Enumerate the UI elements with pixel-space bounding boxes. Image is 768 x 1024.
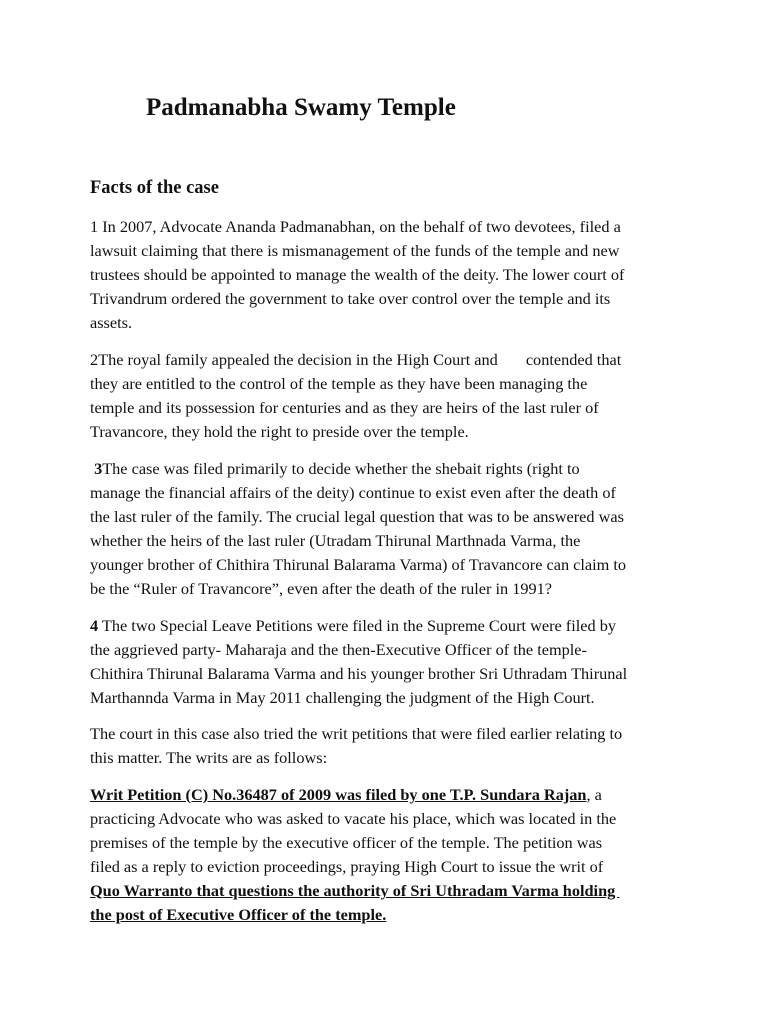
paragraph-3-text: The case was filed primarily to decide whether the shebait rights (right to [102, 459, 580, 478]
paragraph-6-emphasis-line: Quo Warranto that questions the authority of Sri Uthradam Varma holding [90, 881, 620, 900]
paragraph-4-number: 4 [90, 616, 99, 635]
paragraph-5-line: this matter. The writs are as follows: [90, 748, 328, 767]
paragraph-3-number: 3 [94, 459, 103, 478]
paragraph-2-line: Travancore, they hold the right to preside over the temple. [90, 422, 469, 441]
paragraph-4-line: Chithira Thirunal Balarama Varma and his younger brother Sri Uthradam Thirunal [90, 664, 628, 683]
paragraph-6-line: premises of the temple by the executive officer of the temple. The petition was [90, 833, 603, 852]
paragraph-2-text-b: contended that [525, 350, 622, 369]
paragraph-4-first-line [90, 614, 680, 638]
paragraph-3-line: manage the financial affairs of the deity) continue to exist even after the death of [90, 483, 616, 502]
paragraph-6-first-line [90, 783, 680, 807]
paragraph-3-first-line [90, 457, 680, 481]
paragraph-2-first-line [90, 348, 680, 372]
paragraph-3-line: the last ruler of the family. The crucial legal question that was to be answered was [90, 507, 624, 526]
paragraph-2 [90, 348, 680, 444]
paragraph-1-line: 1 In 2007, Advocate Ananda Padmanabhan, on the behalf of two devotees, filed a [90, 217, 621, 236]
paragraph-3-line: whether the heirs of the last ruler (Utradam Thirunal Marthnada Varma, the [90, 531, 581, 550]
paragraph-1-line: trustees should be appointed to manage the wealth of the deity. The lower court of [90, 265, 625, 284]
document-title: Padmanabha Swamy Temple [146, 94, 456, 121]
paragraph-5-line: The court in this case also tried the writ petitions that were filed earlier relating to [90, 724, 623, 743]
paragraph-6-line: filed as a reply to eviction proceedings, praying High Court to issue the writ of [90, 857, 604, 876]
paragraph-2-line: they are entitled to the control of the temple as they have been managing the [90, 374, 588, 393]
paragraph-1-line: assets. [90, 313, 133, 332]
paragraph-3-line: be the “Ruler of Travancore”, even after the death of the ruler in 1991? [90, 579, 553, 598]
paragraph-6-text: , a [586, 785, 602, 804]
paragraph-1-line: lawsuit claiming that there is mismanagement of the funds of the temple and new [90, 241, 620, 260]
paragraph-6-line: practicing Advocate who was asked to vacate his place, which was located in the [90, 809, 617, 828]
paragraph-3-line: younger brother of Chithira Thirunal Balarama Varma) of Travancore can claim to [90, 555, 627, 574]
paragraph-3 [90, 457, 680, 601]
paragraph-6-emphasis-line: the post of Executive Officer of the temple. [90, 905, 387, 924]
paragraph-1 [90, 215, 680, 335]
paragraph-2-line: temple and its possession for centuries and as they are heirs of the last ruler of [90, 398, 599, 417]
paragraph-4 [90, 614, 680, 710]
paragraph-4-text: The two Special Leave Petitions were filed in the Supreme Court were filed by [98, 616, 616, 635]
paragraph-6 [90, 783, 680, 927]
paragraph-4-line: Marthannda Varma in May 2011 challenging the judgment of the High Court. [90, 688, 595, 707]
paragraph-2-text-a: 2The royal family appealed the decision in the High Court and [90, 350, 498, 369]
paragraph-4-line: the aggrieved party- Maharaja and the then-Executive Officer of the temple- [90, 640, 587, 659]
writ-petition-title: Writ Petition (C) No.36487 of 2009 was filed by one T.P. Sundara Rajan [90, 785, 587, 804]
paragraph-5 [90, 722, 680, 770]
paragraph-1-line: Trivandrum ordered the government to take over control over the temple and its [90, 289, 611, 308]
section-heading-facts: Facts of the case [90, 178, 219, 198]
